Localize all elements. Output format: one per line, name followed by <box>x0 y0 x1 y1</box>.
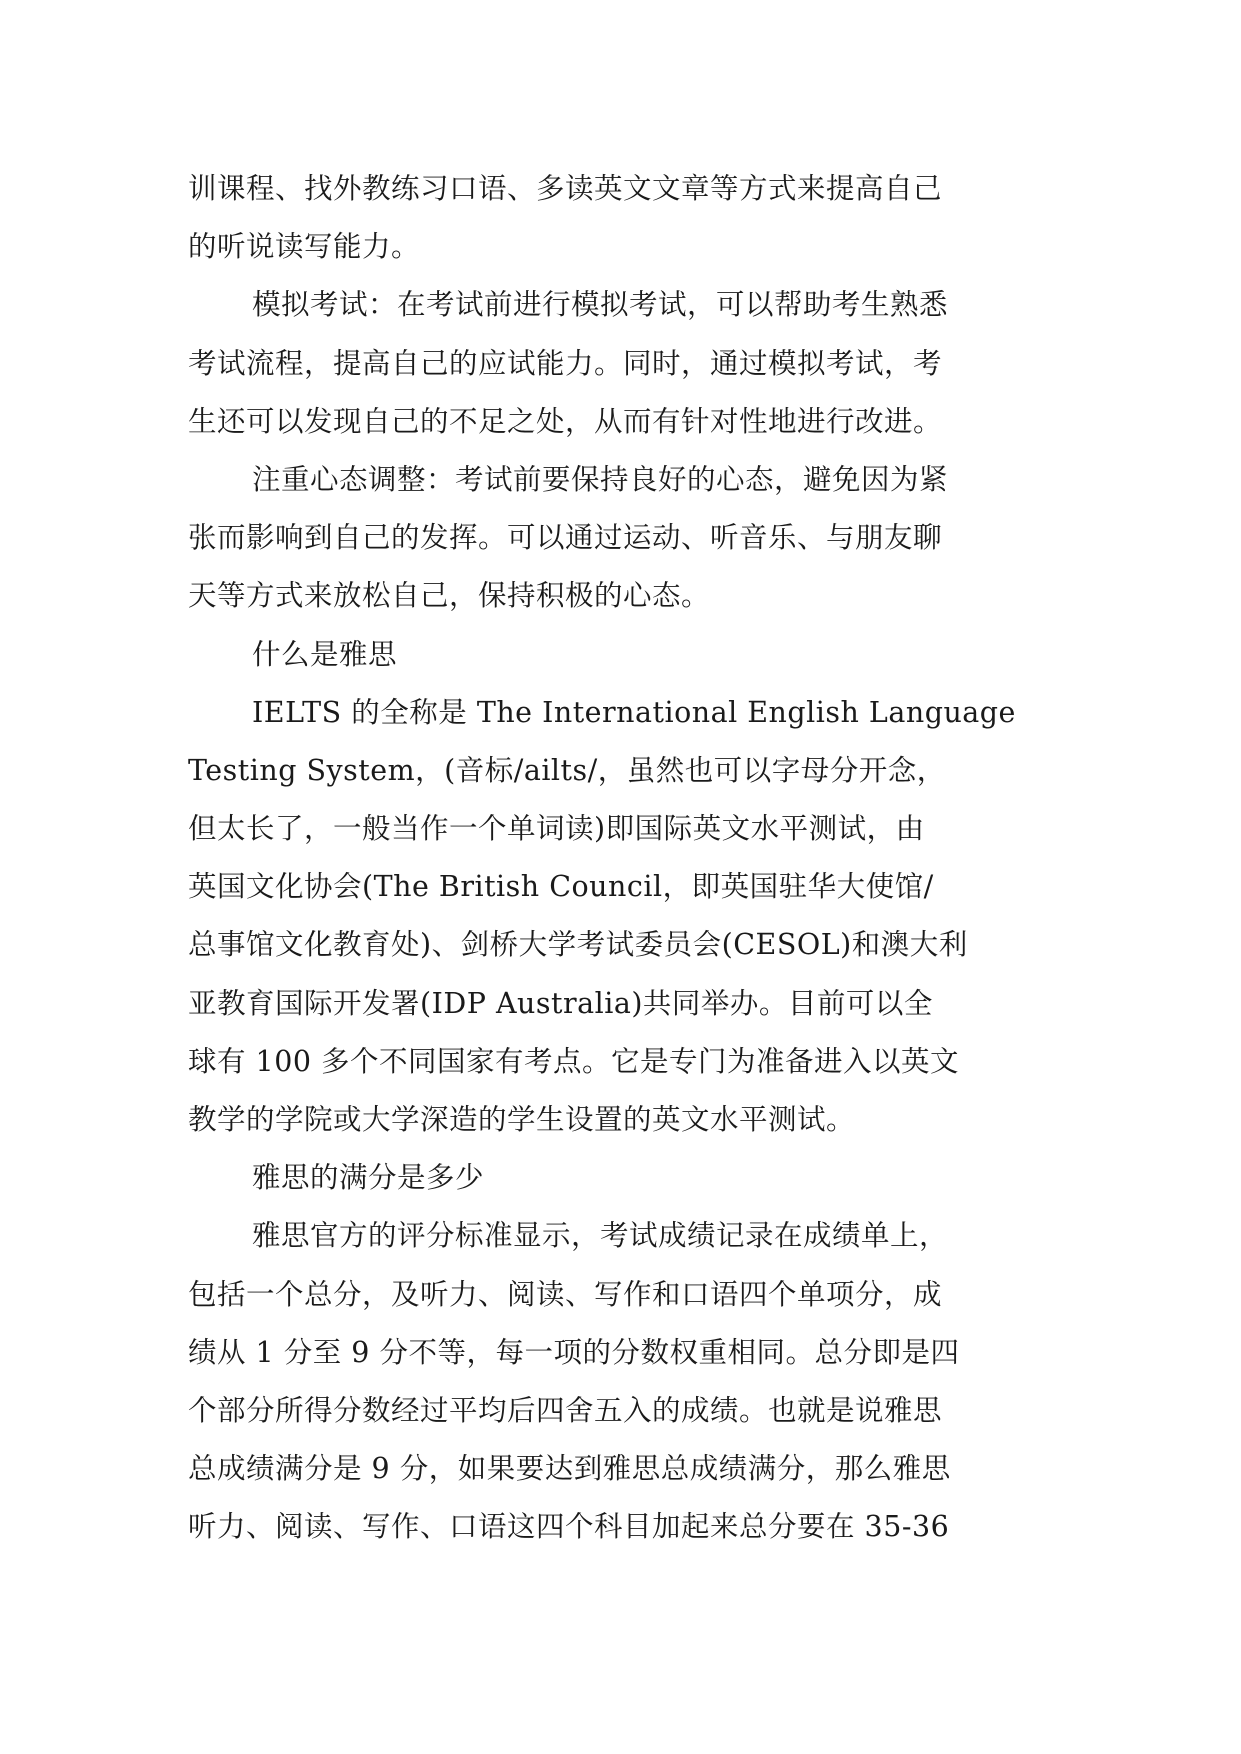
text-line: 考试流程，提高自己的应试能力。同时，通过模拟考试，考 <box>188 346 943 380</box>
body-text <box>188 160 1058 1557</box>
section-heading: 什么是雅思 <box>252 637 398 671</box>
text-line: 球有 100 多个不同国家有考点。它是专门为准备进入以英文 <box>188 1044 960 1078</box>
text-line: Testing System，(音标/ailts/，虽然也可以字母分开念， <box>188 753 946 787</box>
text-line: 张而影响到自己的发挥。可以通过运动、听音乐、与朋友聊 <box>188 521 943 555</box>
text-line: 生还可以发现自己的不足之处，从而有针对性地进行改进。 <box>188 404 943 438</box>
text-line: IELTS 的全称是 The International English Language <box>252 695 1016 729</box>
text-line: 英国文化协会(The British Council，即英国驻华大使馆/ <box>188 870 934 904</box>
text-line: 亚教育国际开发署(IDP Australia)共同举办。目前可以全 <box>188 986 933 1020</box>
section-heading: 雅思的满分是多少 <box>252 1161 485 1195</box>
text-line: 模拟考试：在考试前进行模拟考试，可以帮助考生熟悉 <box>252 288 949 322</box>
text-line: 的听说读写能力。 <box>188 230 421 264</box>
text-line: 听力、阅读、写作、口语这四个科目加起来总分要在 35-36 <box>188 1510 950 1544</box>
text-line: 包括一个总分，及听力、阅读、写作和口语四个单项分，成 <box>188 1277 943 1311</box>
text-line: 雅思官方的评分标准显示，考试成绩记录在成绩单上， <box>252 1219 949 1253</box>
text-line: 注重心态调整：考试前要保持良好的心态，避免因为紧 <box>252 462 949 496</box>
text-line: 训课程、找外教练习口语、多读英文文章等方式来提高自己 <box>188 172 943 205</box>
text-line: 天等方式来放松自己，保持积极的心态。 <box>188 579 711 613</box>
text-line: 绩从 1 分至 9 分不等，每一项的分数权重相同。总分即是四 <box>188 1335 960 1369</box>
text-line: 但太长了，一般当作一个单词读)即国际英文水平测试，由 <box>188 812 925 846</box>
text-line: 总成绩满分是 9 分，如果要达到雅思总成绩满分，那么雅思 <box>188 1452 951 1486</box>
text-line: 个部分所得分数经过平均后四舍五入的成绩。也就是说雅思 <box>188 1393 943 1427</box>
text-line: 教学的学院或大学深造的学生设置的英文水平测试。 <box>188 1103 856 1136</box>
text-line: 总事馆文化教育处)、剑桥大学考试委员会(CESOL)和澳大利 <box>188 928 968 962</box>
